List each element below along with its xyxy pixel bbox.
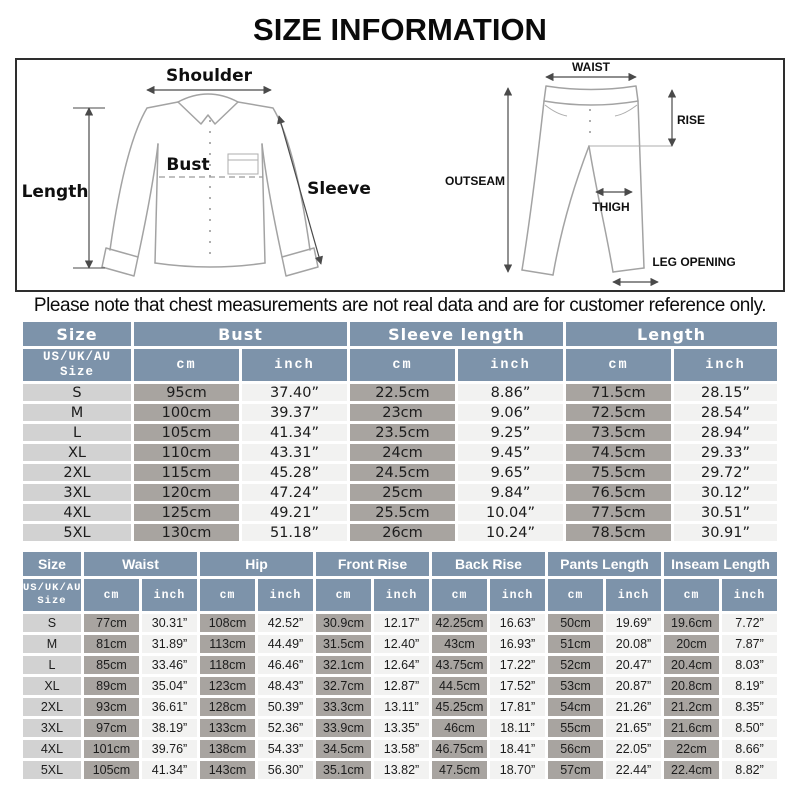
value-cell: 76.5cm	[566, 484, 671, 501]
page-title: SIZE INFORMATION	[253, 12, 547, 47]
value-cell: 49.21”	[242, 504, 347, 521]
table-header-row	[23, 552, 777, 576]
value-cell: 110cm	[134, 444, 239, 461]
row-header-line1: US/UK/AU	[22, 582, 81, 594]
pants-diagram	[441, 60, 781, 290]
value-cell: 30.31”	[142, 614, 197, 632]
column-header-size: Size	[23, 552, 81, 576]
value-cell: 12.64”	[374, 656, 429, 674]
unit-header-inch: inch	[458, 349, 563, 381]
table-header-row	[23, 322, 777, 346]
value-cell: 43.75cm	[432, 656, 487, 674]
value-cell: 51.18”	[242, 524, 347, 541]
row-header-line2: Size	[37, 595, 67, 607]
size-cell: XL	[23, 677, 81, 695]
value-cell: 9.65”	[458, 464, 563, 481]
value-cell: 54.33”	[258, 740, 313, 758]
row-header-line2: Size	[59, 365, 94, 379]
value-cell: 12.87”	[374, 677, 429, 695]
value-cell: 21.6cm	[664, 719, 719, 737]
value-cell: 8.35”	[722, 698, 777, 716]
unit-header-cm: cm	[134, 349, 239, 381]
size-cell: 4XL	[23, 504, 131, 521]
value-cell: 20.8cm	[664, 677, 719, 695]
value-cell: 35.04”	[142, 677, 197, 695]
value-cell: 43.31”	[242, 444, 347, 461]
reference-note: Please note that chest measurements are not real data and are for customer reference only.	[33, 295, 767, 316]
value-cell: 45.28”	[242, 464, 347, 481]
unit-header-cm: cm	[664, 579, 719, 611]
column-header-bust: Bust	[134, 322, 347, 346]
value-cell: 89cm	[84, 677, 139, 695]
value-cell: 77cm	[84, 614, 139, 632]
table-row	[23, 761, 777, 779]
value-cell: 33.3cm	[316, 698, 371, 716]
value-cell: 12.17”	[374, 614, 429, 632]
table-row	[23, 464, 777, 481]
value-cell: 28.54”	[674, 404, 777, 421]
value-cell: 46.75cm	[432, 740, 487, 758]
value-cell: 16.93”	[490, 635, 545, 653]
size-cell: S	[23, 384, 131, 401]
leg-opening-label: LEG OPENING	[652, 255, 736, 269]
table-row	[23, 444, 777, 461]
value-cell: 105cm	[84, 761, 139, 779]
length-label: Length	[21, 182, 89, 202]
size-cell: 5XL	[23, 524, 131, 541]
unit-header-inch: inch	[490, 579, 545, 611]
size-cell: XL	[23, 444, 131, 461]
value-cell: 125cm	[134, 504, 239, 521]
value-cell: 120cm	[134, 484, 239, 501]
value-cell: 25cm	[350, 484, 455, 501]
value-cell: 46.46”	[258, 656, 313, 674]
bust-label: Bust	[166, 155, 210, 175]
size-cell: 2XL	[23, 698, 81, 716]
value-cell: 85cm	[84, 656, 139, 674]
value-cell: 23.5cm	[350, 424, 455, 441]
value-cell: 37.40”	[242, 384, 347, 401]
value-cell: 71.5cm	[566, 384, 671, 401]
value-cell: 13.82”	[374, 761, 429, 779]
value-cell: 30.9cm	[316, 614, 371, 632]
value-cell: 22.4cm	[664, 761, 719, 779]
value-cell: 33.46”	[142, 656, 197, 674]
value-cell: 28.94”	[674, 424, 777, 441]
table-row	[23, 635, 777, 653]
value-cell: 138cm	[200, 740, 255, 758]
outseam-label: OUTSEAM	[445, 174, 505, 188]
value-cell: 133cm	[200, 719, 255, 737]
unit-header-cm: cm	[432, 579, 487, 611]
value-cell: 7.87”	[722, 635, 777, 653]
value-cell: 22.05”	[606, 740, 661, 758]
value-cell: 32.7cm	[316, 677, 371, 695]
value-cell: 128cm	[200, 698, 255, 716]
value-cell: 52.36”	[258, 719, 313, 737]
column-header-pants-length: Pants Length	[548, 552, 661, 576]
table-row	[23, 384, 777, 401]
size-cell: M	[23, 404, 131, 421]
value-cell: 21.65”	[606, 719, 661, 737]
value-cell: 22.44”	[606, 761, 661, 779]
value-cell: 9.84”	[458, 484, 563, 501]
value-cell: 28.15”	[674, 384, 777, 401]
value-cell: 31.89”	[142, 635, 197, 653]
value-cell: 8.86”	[458, 384, 563, 401]
value-cell: 130cm	[134, 524, 239, 541]
value-cell: 13.35”	[374, 719, 429, 737]
measurement-diagram-box	[15, 58, 785, 292]
value-cell: 19.6cm	[664, 614, 719, 632]
column-header-size: Size	[23, 322, 131, 346]
value-cell: 17.52”	[490, 677, 545, 695]
pants-measure-arrows	[508, 77, 672, 282]
value-cell: 93cm	[84, 698, 139, 716]
rise-label: RISE	[676, 113, 706, 127]
unit-header-cm: cm	[566, 349, 671, 381]
table-row	[23, 484, 777, 501]
value-cell: 57cm	[548, 761, 603, 779]
value-cell: 47.24”	[242, 484, 347, 501]
value-cell: 47.5cm	[432, 761, 487, 779]
value-cell: 17.22”	[490, 656, 545, 674]
size-information-page	[0, 12, 800, 800]
value-cell: 39.37”	[242, 404, 347, 421]
size-cell: 5XL	[23, 761, 81, 779]
value-cell: 123cm	[200, 677, 255, 695]
value-cell: 7.72”	[722, 614, 777, 632]
value-cell: 51cm	[548, 635, 603, 653]
value-cell: 95cm	[134, 384, 239, 401]
value-cell: 21.2cm	[664, 698, 719, 716]
value-cell: 10.24”	[458, 524, 563, 541]
value-cell: 20.08”	[606, 635, 661, 653]
size-cell: 3XL	[23, 484, 131, 501]
value-cell: 18.70”	[490, 761, 545, 779]
column-header-inseam-length: Inseam Length	[664, 552, 777, 576]
size-cell: M	[23, 635, 81, 653]
value-cell: 30.91”	[674, 524, 777, 541]
value-cell: 44.5cm	[432, 677, 487, 695]
value-cell: 73.5cm	[566, 424, 671, 441]
shirt-diagram	[19, 60, 411, 290]
row-header-label	[23, 579, 81, 611]
shirt-size-table	[20, 319, 780, 544]
value-cell: 74.5cm	[566, 444, 671, 461]
value-cell: 9.25”	[458, 424, 563, 441]
table-row	[23, 524, 777, 541]
column-header-hip: Hip	[200, 552, 313, 576]
table-subheader-row	[23, 349, 777, 381]
table-row	[23, 404, 777, 421]
unit-header-cm: cm	[350, 349, 455, 381]
size-cell: L	[23, 424, 131, 441]
thigh-label: THIGH	[592, 200, 630, 214]
table-row	[23, 504, 777, 521]
value-cell: 78.5cm	[566, 524, 671, 541]
unit-header-inch: inch	[674, 349, 777, 381]
value-cell: 41.34”	[242, 424, 347, 441]
value-cell: 44.49”	[258, 635, 313, 653]
size-cell: 3XL	[23, 719, 81, 737]
column-header-waist: Waist	[84, 552, 197, 576]
row-header-line1: US/UK/AU	[42, 350, 111, 364]
size-cell: 4XL	[23, 740, 81, 758]
value-cell: 55cm	[548, 719, 603, 737]
table-row	[23, 677, 777, 695]
value-cell: 143cm	[200, 761, 255, 779]
value-cell: 10.04”	[458, 504, 563, 521]
size-cell: S	[23, 614, 81, 632]
value-cell: 38.19”	[142, 719, 197, 737]
value-cell: 35.1cm	[316, 761, 371, 779]
value-cell: 33.9cm	[316, 719, 371, 737]
shirt-measure-arrows	[73, 90, 321, 268]
value-cell: 53cm	[548, 677, 603, 695]
value-cell: 19.69”	[606, 614, 661, 632]
value-cell: 8.19”	[722, 677, 777, 695]
value-cell: 9.06”	[458, 404, 563, 421]
value-cell: 41.34”	[142, 761, 197, 779]
value-cell: 8.03”	[722, 656, 777, 674]
unit-header-inch: inch	[606, 579, 661, 611]
value-cell: 24cm	[350, 444, 455, 461]
unit-header-inch: inch	[242, 349, 347, 381]
shirt-outline	[102, 94, 318, 276]
value-cell: 13.11”	[374, 698, 429, 716]
table-row	[23, 424, 777, 441]
unit-header-cm: cm	[548, 579, 603, 611]
value-cell: 36.61”	[142, 698, 197, 716]
table-row	[23, 614, 777, 632]
column-header-back-rise: Back Rise	[432, 552, 545, 576]
value-cell: 22.5cm	[350, 384, 455, 401]
value-cell: 34.5cm	[316, 740, 371, 758]
value-cell: 25.5cm	[350, 504, 455, 521]
value-cell: 39.76”	[142, 740, 197, 758]
value-cell: 56cm	[548, 740, 603, 758]
value-cell: 52cm	[548, 656, 603, 674]
value-cell: 12.40”	[374, 635, 429, 653]
value-cell: 13.58”	[374, 740, 429, 758]
table-row	[23, 656, 777, 674]
value-cell: 100cm	[134, 404, 239, 421]
value-cell: 8.66”	[722, 740, 777, 758]
value-cell: 8.50”	[722, 719, 777, 737]
value-cell: 30.51”	[674, 504, 777, 521]
value-cell: 18.41”	[490, 740, 545, 758]
unit-header-inch: inch	[258, 579, 313, 611]
pants-size-table	[20, 549, 780, 782]
value-cell: 26cm	[350, 524, 455, 541]
value-cell: 29.72”	[674, 464, 777, 481]
value-cell: 75.5cm	[566, 464, 671, 481]
value-cell: 42.25cm	[432, 614, 487, 632]
column-header-front-rise: Front Rise	[316, 552, 429, 576]
value-cell: 108cm	[200, 614, 255, 632]
value-cell: 32.1cm	[316, 656, 371, 674]
value-cell: 21.26”	[606, 698, 661, 716]
table-subheader-row	[23, 579, 777, 611]
value-cell: 77.5cm	[566, 504, 671, 521]
value-cell: 50.39”	[258, 698, 313, 716]
value-cell: 22cm	[664, 740, 719, 758]
value-cell: 20.47”	[606, 656, 661, 674]
size-cell: 2XL	[23, 464, 131, 481]
waist-label: WAIST	[572, 60, 610, 74]
value-cell: 101cm	[84, 740, 139, 758]
value-cell: 20.87”	[606, 677, 661, 695]
value-cell: 17.81”	[490, 698, 545, 716]
value-cell: 20cm	[664, 635, 719, 653]
column-header-sleeve-length: Sleeve length	[350, 322, 563, 346]
value-cell: 113cm	[200, 635, 255, 653]
sleeve-label: Sleeve	[307, 179, 371, 199]
table-row	[23, 698, 777, 716]
value-cell: 105cm	[134, 424, 239, 441]
row-header-label	[23, 349, 131, 381]
value-cell: 23cm	[350, 404, 455, 421]
value-cell: 9.45”	[458, 444, 563, 461]
value-cell: 97cm	[84, 719, 139, 737]
size-cell: L	[23, 656, 81, 674]
value-cell: 81cm	[84, 635, 139, 653]
value-cell: 54cm	[548, 698, 603, 716]
shoulder-label: Shoulder	[165, 66, 253, 86]
value-cell: 29.33”	[674, 444, 777, 461]
value-cell: 24.5cm	[350, 464, 455, 481]
value-cell: 46cm	[432, 719, 487, 737]
value-cell: 20.4cm	[664, 656, 719, 674]
value-cell: 118cm	[200, 656, 255, 674]
table-row	[23, 740, 777, 758]
value-cell: 42.52”	[258, 614, 313, 632]
table-row	[23, 719, 777, 737]
value-cell: 45.25cm	[432, 698, 487, 716]
value-cell: 18.11”	[490, 719, 545, 737]
value-cell: 56.30”	[258, 761, 313, 779]
value-cell: 16.63”	[490, 614, 545, 632]
unit-header-cm: cm	[200, 579, 255, 611]
value-cell: 50cm	[548, 614, 603, 632]
unit-header-cm: cm	[84, 579, 139, 611]
unit-header-cm: cm	[316, 579, 371, 611]
value-cell: 48.43”	[258, 677, 313, 695]
value-cell: 43cm	[432, 635, 487, 653]
unit-header-inch: inch	[374, 579, 429, 611]
value-cell: 31.5cm	[316, 635, 371, 653]
value-cell: 8.82”	[722, 761, 777, 779]
value-cell: 30.12”	[674, 484, 777, 501]
unit-header-inch: inch	[142, 579, 197, 611]
value-cell: 115cm	[134, 464, 239, 481]
pants-outline	[522, 86, 672, 275]
column-header-length: Length	[566, 322, 777, 346]
value-cell: 72.5cm	[566, 404, 671, 421]
unit-header-inch: inch	[722, 579, 777, 611]
